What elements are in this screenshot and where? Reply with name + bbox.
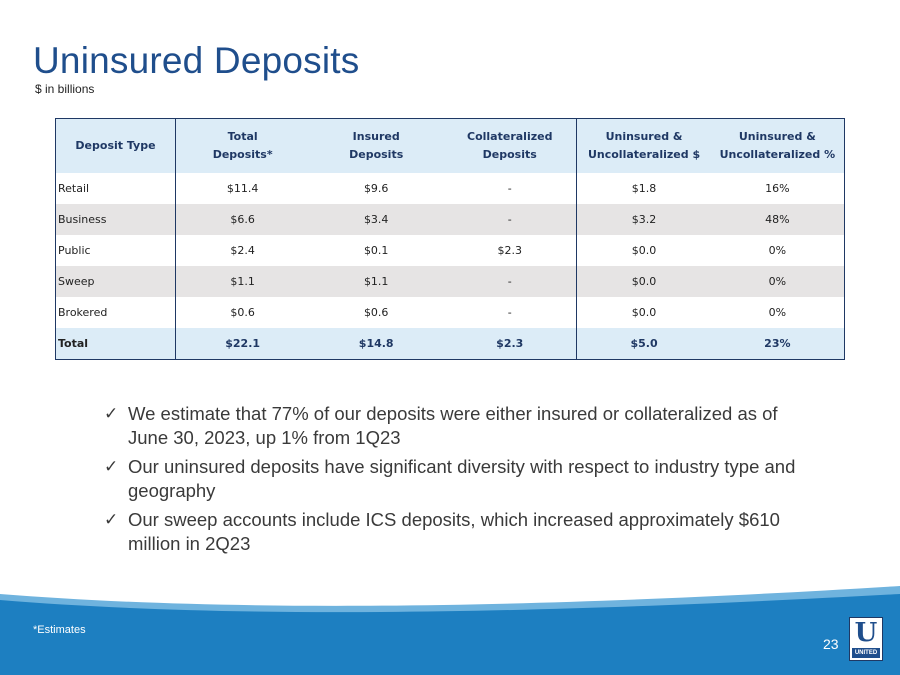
table-cell: - xyxy=(507,306,512,319)
table-cell: $9.6 xyxy=(363,182,389,195)
checkmark-icon: ✓ xyxy=(104,457,119,477)
column-header-deposit-type: Deposit Type xyxy=(56,119,176,174)
table-cell: $0.0 xyxy=(577,266,711,297)
table-cell: $3.2 xyxy=(577,204,711,235)
checkmark-icon: ✓ xyxy=(104,510,119,530)
table-total-row xyxy=(56,328,845,360)
table-header-row xyxy=(56,119,845,174)
table-cell: $1.1 xyxy=(176,266,310,297)
table-row xyxy=(56,173,845,204)
column-header-insured-deposits: Insured Deposits xyxy=(309,119,443,174)
table-cell: $2.3 xyxy=(497,244,522,257)
page-number: 23 xyxy=(823,636,839,652)
table-cell: 0% xyxy=(711,266,845,297)
deposits-table xyxy=(55,118,845,360)
table-cell: $1.8 xyxy=(577,173,711,204)
table-cell: $0.0 xyxy=(577,235,711,266)
column-header-collateralized-deposits: Collateralized Deposits xyxy=(443,119,577,174)
page-title: Uninsured Deposits xyxy=(33,40,360,81)
list-item xyxy=(104,402,804,450)
table-cell: $1.1 xyxy=(309,266,443,297)
checkmark-icon: ✓ xyxy=(104,404,119,424)
table-cell: Sweep xyxy=(56,266,176,297)
table-cell: $2.3 xyxy=(443,328,577,360)
table-cell: - xyxy=(443,266,577,297)
logo-wordmark: UNITED xyxy=(852,648,880,658)
column-header-uninsured-dollars: Uninsured & Uncollateralized $ xyxy=(577,119,711,174)
table-cell: Public xyxy=(58,244,91,257)
page-subtitle: $ in billions xyxy=(35,82,95,96)
table-cell: 0% xyxy=(768,244,787,257)
table-cell: $5.0 xyxy=(577,328,711,360)
table-row xyxy=(56,297,845,328)
footer-wave xyxy=(0,580,900,675)
table-cell: $6.6 xyxy=(176,204,310,235)
table-row xyxy=(56,266,845,297)
list-item xyxy=(104,455,804,503)
table-cell: $14.8 xyxy=(309,328,443,360)
table-cell: $0.6 xyxy=(176,297,310,328)
bullet-list xyxy=(104,402,804,561)
table-row xyxy=(56,235,845,266)
table-row xyxy=(56,204,845,235)
table-cell: $3.4 xyxy=(309,204,443,235)
table-cell: Brokered xyxy=(58,306,108,319)
column-header-uninsured-percent: Uninsured & Uncollateralized % xyxy=(711,119,845,174)
table-cell: $2.4 xyxy=(176,235,310,266)
list-item xyxy=(104,508,804,556)
table-cell: 16% xyxy=(765,182,790,195)
table-cell: $0.6 xyxy=(363,306,389,319)
footnote: *Estimates xyxy=(33,624,86,636)
column-header-total-deposits: Total Deposits* xyxy=(176,119,310,174)
table-cell: - xyxy=(507,182,512,195)
table-cell: 0% xyxy=(768,306,787,319)
table-cell: $11.4 xyxy=(176,173,310,204)
bullet-text: We estimate that 77% of our deposits were either insured or collateralized as of June 30, 2023, up 1% from 1Q23 xyxy=(128,403,778,448)
bullet-text: Our uninsured deposits have significant diversity with respect to industry type and geography xyxy=(128,456,796,501)
table-cell: Business xyxy=(56,204,176,235)
table-cell: - xyxy=(443,204,577,235)
table-cell: Total xyxy=(56,328,176,360)
table-cell: 48% xyxy=(711,204,845,235)
logo-letter: U xyxy=(854,618,878,648)
bullet-text: Our sweep accounts include ICS deposits, which increased approximately $610 million in 2Q23 xyxy=(128,509,780,554)
table-cell: $0.1 xyxy=(363,244,389,257)
table-cell: Retail xyxy=(58,182,90,195)
united-logo xyxy=(849,617,883,661)
table-cell: 23% xyxy=(711,328,845,360)
table-cell: $0.0 xyxy=(577,297,711,328)
table-cell: $22.1 xyxy=(176,328,310,360)
